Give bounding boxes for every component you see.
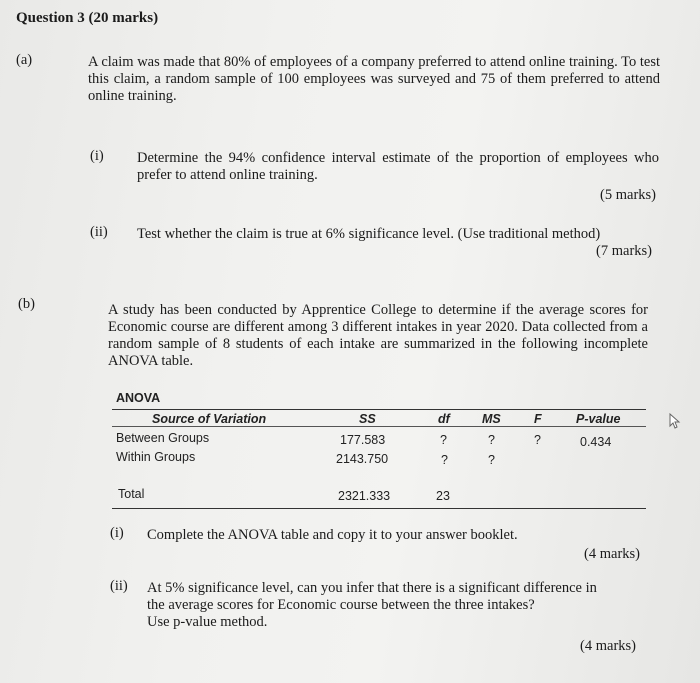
cursor-icon	[668, 413, 682, 434]
part-a-ii-text: Test whether the claim is true at 6% significance level. (Use traditional method)	[137, 226, 601, 242]
anova-row-between-ss: 177.583	[340, 433, 386, 447]
anova-header-rule	[112, 426, 646, 427]
part-b-ii-marks: (4 marks)	[580, 638, 636, 654]
anova-row-between-source: Between Groups	[116, 431, 210, 445]
anova-top-rule	[112, 409, 646, 410]
anova-table	[110, 390, 646, 510]
part-a-i-label: (i)	[90, 148, 104, 164]
part-b-ii-line2: the average scores for Economic course between the three intakes?	[147, 597, 535, 613]
anova-header-f: F	[534, 412, 542, 426]
part-b-label: (b)	[18, 296, 35, 312]
anova-title: ANOVA	[116, 391, 161, 405]
anova-row-within-ss: 2143.750	[336, 452, 389, 466]
part-a-label: (a)	[16, 52, 33, 68]
anova-total-df: 23	[436, 489, 450, 503]
anova-header-ms: MS	[482, 412, 501, 426]
part-a-i-marks: (5 marks)	[600, 187, 656, 203]
part-a-i-text: Determine the 94% confidence interval estimate of the proportion of employees who prefer to attend online training.	[137, 150, 659, 183]
part-a-ii-marks: (7 marks)	[596, 243, 652, 259]
part-b-i-marks: (4 marks)	[584, 546, 640, 562]
anova-row-between-p: 0.434	[580, 435, 612, 449]
part-b-i-label: (i)	[110, 525, 124, 541]
anova-header-ss: SS	[359, 412, 376, 426]
question-title: Question 3 (20 marks)	[16, 10, 159, 26]
part-b-ii-label: (ii)	[110, 578, 128, 594]
anova-row-within-ms: ?	[488, 453, 495, 467]
anova-header-p: P-value	[576, 412, 621, 426]
anova-row-between-ms: ?	[488, 433, 495, 447]
anova-header-source: Source of Variation	[152, 412, 267, 426]
anova-header-df: df	[438, 412, 450, 426]
anova-total-source: Total	[118, 487, 145, 501]
part-b-ii-line1: At 5% significance level, can you infer that there is a significant difference in	[147, 580, 597, 596]
anova-total-ss: 2321.333	[338, 489, 391, 503]
part-b-i-text: Complete the ANOVA table and copy it to your answer booklet.	[147, 527, 518, 543]
part-a-ii-label: (ii)	[90, 224, 108, 240]
anova-bottom-rule	[112, 508, 646, 509]
part-a-text: A claim was made that 80% of employees of a company preferred to attend online training. To test this claim, a random sample of 100 employees was surveyed and 75 of them preferred to attend online training.	[88, 54, 660, 104]
part-b-ii-line3: Use p-value method.	[147, 614, 268, 630]
part-b-text: A study has been conducted by Apprentice College to determine if the average scores for Economic course are different among 3 different intakes in year 2020. Data collected from a random sample of 8 students of each intake are summarized in the following incomplete ANOVA table.	[108, 302, 648, 369]
anova-row-between-df: ?	[440, 433, 447, 447]
anova-row-within-df: ?	[441, 453, 448, 467]
anova-row-within-source: Within Groups	[116, 450, 196, 464]
anova-row-between-f: ?	[534, 433, 541, 447]
